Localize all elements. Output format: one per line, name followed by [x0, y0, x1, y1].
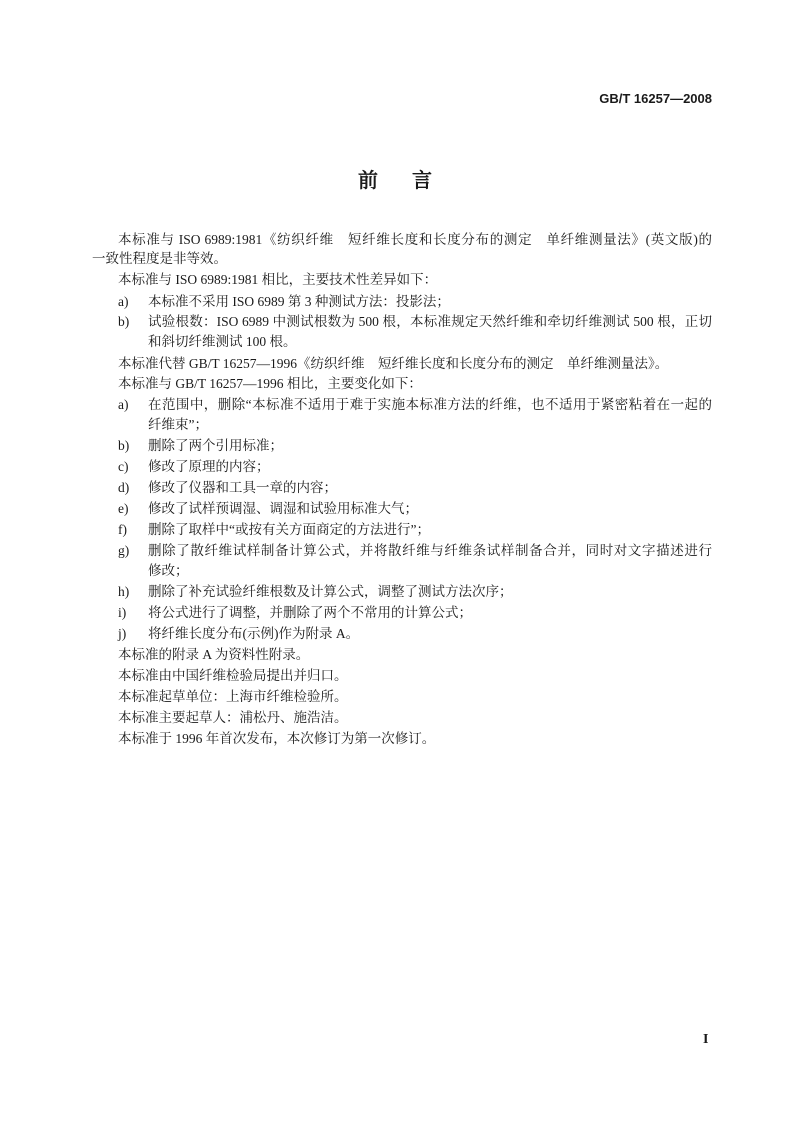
paragraph-line: 本标准的附录 A 为资料性附录。: [118, 647, 310, 662]
paragraph-line: 本标准由中国纤维检验局提出并归口。: [118, 668, 348, 683]
list-item: 修改；: [148, 563, 189, 578]
list-label: e): [118, 501, 129, 516]
paragraph-line: 一致性程度是非等效。: [92, 251, 227, 266]
list-item: 纤维束”；: [148, 417, 208, 432]
list-label: a): [118, 294, 129, 309]
paragraph-line: 本标准与 ISO 6989:1981《纺织纤维 短纤维长度和长度分布的测定 单纤维测量法》(英文版)的: [118, 232, 712, 247]
list-label: b): [118, 314, 130, 329]
page-title: 前 言: [358, 168, 439, 192]
list-label: c): [118, 459, 129, 474]
list-item: 删除了两个引用标准；: [148, 438, 283, 453]
list-item: 本标准不采用 ISO 6989 第 3 种测试方法：投影法；: [148, 294, 450, 309]
list-item: 和斜切纤维测试 100 根。: [148, 334, 297, 349]
list-label: f): [118, 522, 127, 537]
list-item: 修改了仪器和工具一章的内容；: [148, 480, 337, 495]
list-item: 删除了散纤维试样制备计算公式，并将散纤维与纤维条试样制备合并，同时对文字描述进行: [148, 543, 712, 558]
page-number: I: [703, 1032, 709, 1047]
list-label: i): [118, 605, 127, 620]
list-item: 删除了补充试验纤维根数及计算公式，调整了测试方法次序；: [148, 584, 513, 599]
paragraph-line: 本标准于 1996 年首次发布，本次修订为第一次修订。: [118, 731, 436, 746]
list-item: 将公式进行了调整，并删除了两个不常用的计算公式；: [148, 605, 472, 620]
list-label: b): [118, 438, 130, 453]
list-label: a): [118, 397, 129, 412]
paragraph-line: 本标准代替 GB/T 16257—1996《纺织纤维 短纤维长度和长度分布的测定 单纤维测量法》。: [118, 356, 669, 371]
paragraph-line: 本标准与 ISO 6989:1981 相比，主要技术性差异如下：: [118, 272, 438, 287]
paragraph-line: 本标准主要起草人：浦松丹、施浩洁。: [118, 710, 348, 725]
list-item: 修改了试样预调湿、调湿和试验用标准大气；: [148, 501, 418, 516]
list-item: 将纤维长度分布(示例)作为附录 A。: [148, 626, 360, 641]
list-item: 删除了取样中“或按有关方面商定的方法进行”；: [148, 522, 430, 537]
list-item: 在范围中，删除“本标准不适用于难于实施本标准方法的纤维，也不适用于紧密粘着在一起的: [148, 397, 712, 412]
list-item: 修改了原理的内容；: [148, 459, 270, 474]
paragraph-line: 本标准起草单位：上海市纤维检验所。: [118, 689, 348, 704]
list-label: j): [118, 626, 127, 641]
list-label: h): [118, 584, 130, 599]
standard-code: GB/T 16257—2008: [599, 91, 712, 106]
paragraph-line: 本标准与 GB/T 16257—1996 相比，主要变化如下：: [118, 376, 422, 391]
list-item: 试验根数：ISO 6989 中测试根数为 500 根，本标准规定天然纤维和牵切纤维测试 500 根，正切: [148, 314, 712, 329]
list-label: g): [118, 543, 130, 558]
list-label: d): [118, 480, 130, 495]
